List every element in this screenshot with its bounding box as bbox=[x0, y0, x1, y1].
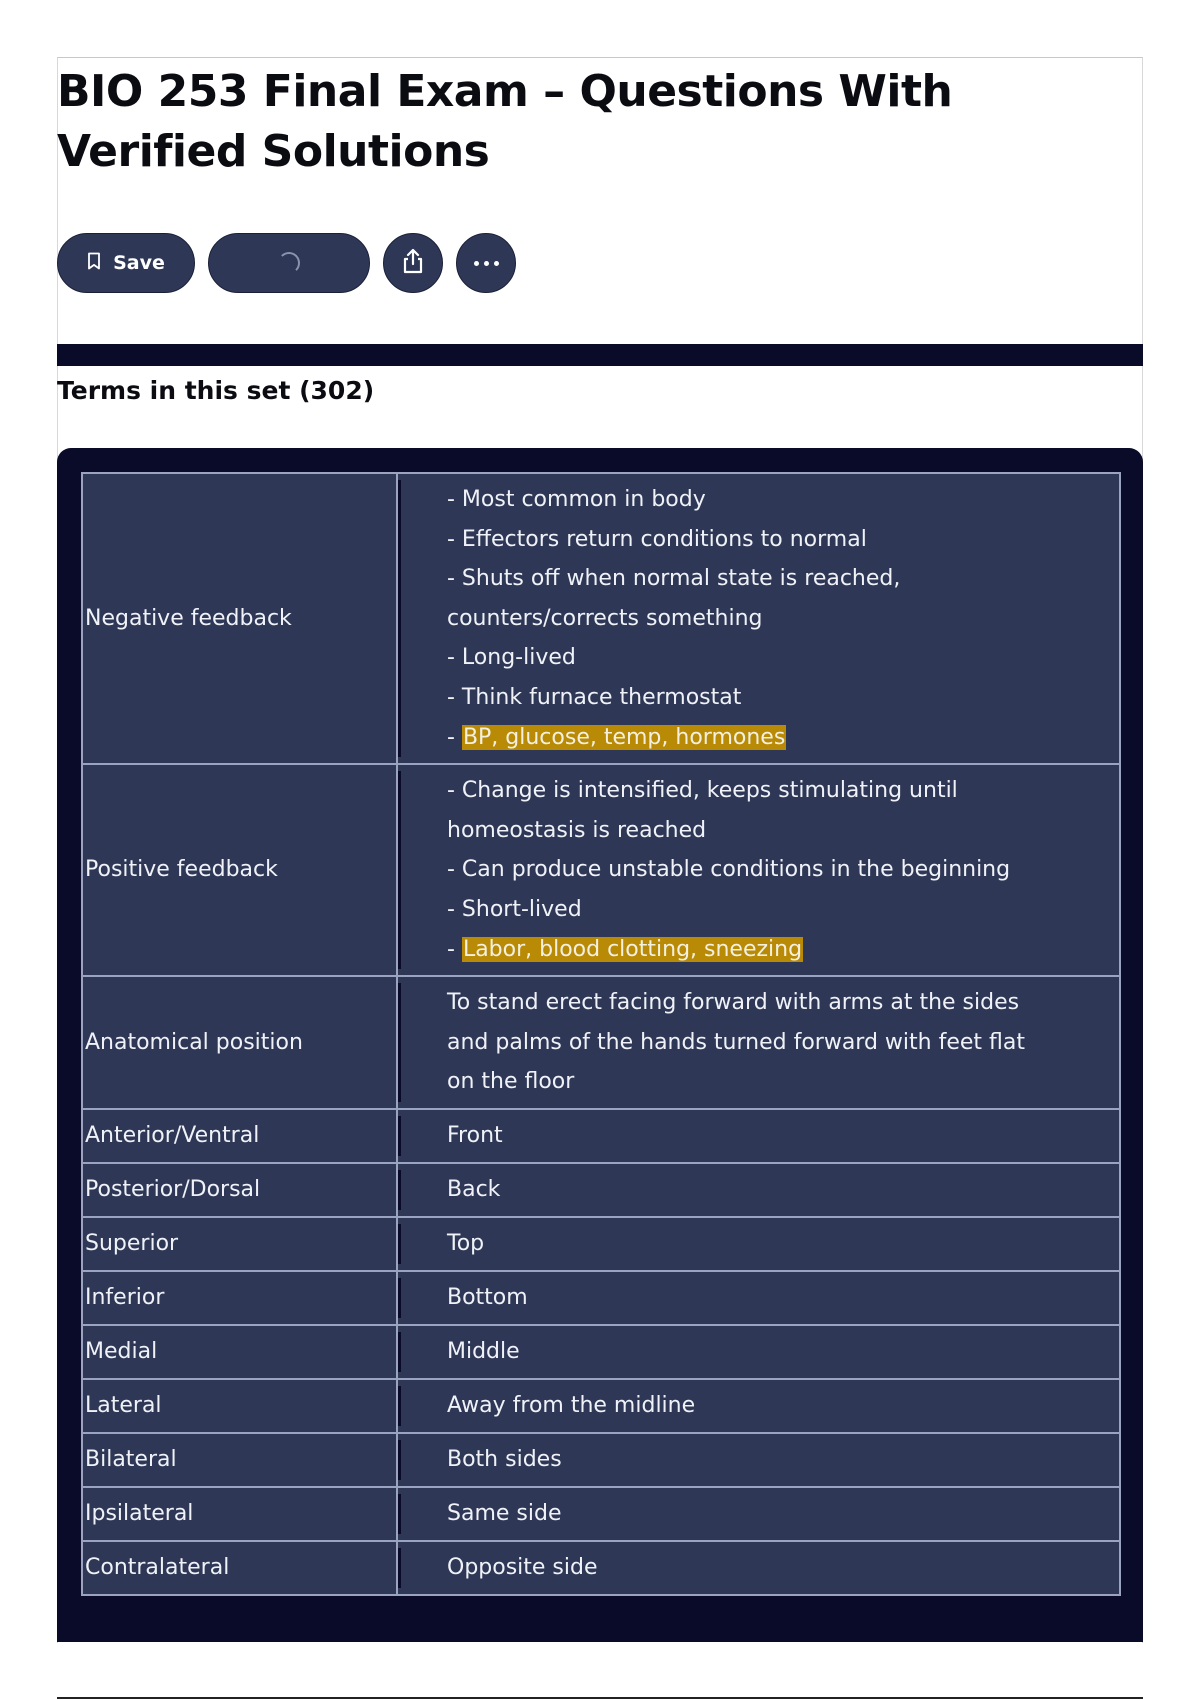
definition-line-text: - Long-lived bbox=[447, 645, 576, 671]
definition-line bbox=[447, 1548, 1105, 1588]
table-row bbox=[82, 1217, 1120, 1271]
definition-line bbox=[447, 638, 1105, 678]
definition-line-text: on the floor bbox=[447, 1069, 575, 1095]
term-cell: Anterior/Ventral bbox=[82, 1109, 397, 1163]
definition-cell bbox=[397, 1163, 1120, 1217]
table-row bbox=[82, 1109, 1120, 1163]
spinner-icon bbox=[278, 252, 300, 274]
definition-cell bbox=[397, 1379, 1120, 1433]
share-icon bbox=[401, 248, 425, 278]
table-row bbox=[82, 764, 1120, 976]
definition-cell bbox=[397, 1541, 1120, 1595]
term-cell: Negative feedback bbox=[82, 473, 397, 764]
definition-line bbox=[447, 930, 1105, 970]
definition-text bbox=[398, 983, 1119, 1102]
terms-table-container bbox=[57, 448, 1143, 1642]
table-row bbox=[82, 1433, 1120, 1487]
definition-line bbox=[447, 850, 1105, 890]
table-row bbox=[82, 1541, 1120, 1595]
bookmark-icon bbox=[87, 252, 101, 275]
definition-cell bbox=[397, 473, 1120, 764]
highlighted-text: BP, glucose, temp, hormones bbox=[462, 724, 786, 750]
definition-line bbox=[447, 1278, 1105, 1318]
loading-button[interactable] bbox=[208, 233, 370, 293]
definition-cell bbox=[397, 1217, 1120, 1271]
definition-line-text: - Short-lived bbox=[447, 896, 582, 922]
definition-text bbox=[398, 1494, 1119, 1534]
definition-line-text: - Can produce unstable conditions in the beginning bbox=[447, 857, 1011, 883]
definition-line-text: - bbox=[447, 724, 462, 750]
table-row bbox=[82, 473, 1120, 764]
definition-line bbox=[447, 1440, 1105, 1480]
definition-text bbox=[398, 1332, 1119, 1372]
definition-line-text: Both sides bbox=[447, 1446, 562, 1472]
definition-line bbox=[447, 718, 1105, 758]
definition-line bbox=[447, 1224, 1105, 1264]
definition-line-text: Middle bbox=[447, 1338, 520, 1364]
definition-line bbox=[447, 678, 1105, 718]
definition-line bbox=[447, 771, 1105, 811]
definition-text bbox=[398, 1386, 1119, 1426]
term-cell: Lateral bbox=[82, 1379, 397, 1433]
definition-line bbox=[447, 1170, 1105, 1210]
definition-line-text: - Change is intensified, keeps stimulating until bbox=[447, 778, 958, 804]
highlighted-text: Labor, blood clotting, sneezing bbox=[462, 936, 803, 962]
definition-line-text: Top bbox=[447, 1230, 485, 1256]
term-cell: Positive feedback bbox=[82, 764, 397, 976]
definition-cell bbox=[397, 1487, 1120, 1541]
definition-cell bbox=[397, 764, 1120, 976]
definition-line-text: - Shuts off when normal state is reached, bbox=[447, 566, 901, 592]
save-button[interactable] bbox=[57, 233, 195, 293]
definition-line bbox=[447, 890, 1105, 930]
definition-line-text: Bottom bbox=[447, 1284, 528, 1310]
definition-text bbox=[398, 771, 1119, 969]
definition-line-text: - Effectors return conditions to normal bbox=[447, 526, 867, 552]
definition-text bbox=[398, 480, 1119, 757]
definition-cell bbox=[397, 1433, 1120, 1487]
definition-line-text: Away from the midline bbox=[447, 1392, 696, 1418]
term-cell: Posterior/Dorsal bbox=[82, 1163, 397, 1217]
terms-table bbox=[81, 472, 1121, 1596]
section-divider bbox=[57, 344, 1143, 366]
definition-line bbox=[447, 1386, 1105, 1426]
term-cell: Anatomical position bbox=[82, 976, 397, 1109]
table-row bbox=[82, 1487, 1120, 1541]
definition-line bbox=[447, 983, 1105, 1023]
more-button[interactable] bbox=[456, 233, 516, 293]
share-button[interactable] bbox=[383, 233, 443, 293]
term-cell: Inferior bbox=[82, 1271, 397, 1325]
definition-line bbox=[447, 559, 1105, 599]
term-cell: Medial bbox=[82, 1325, 397, 1379]
definition-line bbox=[447, 480, 1105, 520]
definition-text bbox=[398, 1440, 1119, 1480]
definition-text bbox=[398, 1170, 1119, 1210]
table-row bbox=[82, 976, 1120, 1109]
definition-line-text: Opposite side bbox=[447, 1554, 598, 1580]
terms-heading: Terms in this set (302) bbox=[57, 376, 375, 405]
definition-line-text: counters/corrects something bbox=[447, 605, 763, 631]
definition-line-text: Front bbox=[447, 1122, 503, 1148]
definition-line bbox=[447, 1062, 1105, 1102]
definition-line-text: Same side bbox=[447, 1500, 562, 1526]
table-row bbox=[82, 1325, 1120, 1379]
term-cell: Contralateral bbox=[82, 1541, 397, 1595]
more-horizontal-icon bbox=[474, 261, 499, 266]
definition-line bbox=[447, 1494, 1105, 1534]
definition-text bbox=[398, 1278, 1119, 1318]
definition-line bbox=[447, 1023, 1105, 1063]
term-cell: Bilateral bbox=[82, 1433, 397, 1487]
save-button-label: Save bbox=[113, 252, 165, 274]
page-title: BIO 253 Final Exam – Questions With Verified Solutions bbox=[57, 66, 953, 177]
table-row bbox=[82, 1271, 1120, 1325]
definition-line-text: Back bbox=[447, 1176, 501, 1202]
definition-line-text: homeostasis is reached bbox=[447, 817, 707, 843]
definition-line-text: - Think furnace thermostat bbox=[447, 684, 742, 710]
definition-cell bbox=[397, 976, 1120, 1109]
definition-line bbox=[447, 1332, 1105, 1372]
table-row bbox=[82, 1163, 1120, 1217]
definition-text bbox=[398, 1224, 1119, 1264]
definition-line-text: To stand erect facing forward with arms at the sides bbox=[447, 990, 1020, 1016]
definition-cell bbox=[397, 1109, 1120, 1163]
definition-line bbox=[447, 520, 1105, 560]
term-cell: Superior bbox=[82, 1217, 397, 1271]
definition-line-text: and palms of the hands turned forward with feet flat bbox=[447, 1029, 1025, 1055]
definition-line bbox=[447, 811, 1105, 851]
definition-cell bbox=[397, 1325, 1120, 1379]
footer-divider bbox=[57, 1697, 1143, 1699]
term-cell: Ipsilateral bbox=[82, 1487, 397, 1541]
definition-text bbox=[398, 1116, 1119, 1156]
table-row bbox=[82, 1379, 1120, 1433]
definition-line bbox=[447, 599, 1105, 639]
definition-text bbox=[398, 1548, 1119, 1588]
definition-line bbox=[447, 1116, 1105, 1156]
definition-line-text: - Most common in body bbox=[447, 487, 706, 512]
definition-cell bbox=[397, 1271, 1120, 1325]
definition-line-text: - bbox=[447, 936, 462, 962]
